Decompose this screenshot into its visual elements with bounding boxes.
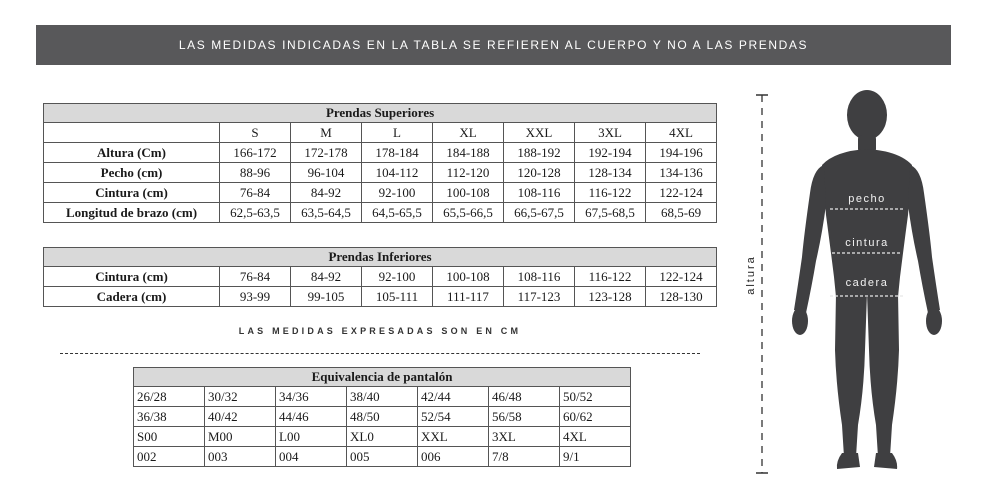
table-cell: 60/62 [560,407,631,427]
table-cell: 128-130 [646,287,717,307]
table-cell: 52/54 [418,407,489,427]
size-header: XXL [504,123,575,143]
table-cell: 122-124 [646,267,717,287]
row-label: Cintura (cm) [44,183,220,203]
table-cell: 116-122 [575,183,646,203]
table-cell: 84-92 [291,267,362,287]
body-measurement-figure [740,85,990,485]
size-header: XL [433,123,504,143]
table-cell: 92-100 [362,267,433,287]
table-cell: 50/52 [560,387,631,407]
table-cell: L00 [276,427,347,447]
table-cell: 005 [347,447,418,467]
table-cell: 92-100 [362,183,433,203]
table-cell: 108-116 [504,267,575,287]
size-header: L [362,123,433,143]
table-cell: 116-122 [575,267,646,287]
table-cell: 34/36 [276,387,347,407]
lower-garments-table [43,247,717,307]
table-row [44,203,717,223]
table-cell: 65,5-66,5 [433,203,504,223]
table-row [134,407,631,427]
table-cell: 123-128 [575,287,646,307]
dashed-divider [60,353,700,354]
table-cell: 7/8 [489,447,560,467]
header-cell-empty [44,123,220,143]
table-cell: 172-178 [291,143,362,163]
row-label: Pecho (cm) [44,163,220,183]
table-cell: 3XL [489,427,560,447]
size-header: M [291,123,362,143]
table-cell: 88-96 [220,163,291,183]
table-cell: 178-184 [362,143,433,163]
table-cell: 9/1 [560,447,631,467]
table-cell: 111-117 [433,287,504,307]
units-note: LAS MEDIDAS EXPRESADAS SON EN CM [238,326,522,336]
table-cell: S00 [134,427,205,447]
row-label: Cintura (cm) [44,267,220,287]
table-cell: XXL [418,427,489,447]
table-cell: 66,5-67,5 [504,203,575,223]
upper-garments-table [43,103,717,223]
table-row [44,287,717,307]
table-cell: 188-192 [504,143,575,163]
table-cell: 26/28 [134,387,205,407]
table-cell: 120-128 [504,163,575,183]
table-cell: 84-92 [291,183,362,203]
table-cell: 99-105 [291,287,362,307]
row-label: Cadera (cm) [44,287,220,307]
table-title: Prendas Superiores [44,104,717,123]
table-cell: 134-136 [646,163,717,183]
table-cell: 56/58 [489,407,560,427]
table-cell: 44/46 [276,407,347,427]
table-cell: 100-108 [433,267,504,287]
chest-label: pecho [848,193,886,205]
table-cell: 68,5-69 [646,203,717,223]
size-header: S [220,123,291,143]
table-cell: 63,5-64,5 [291,203,362,223]
table-cell: XL0 [347,427,418,447]
table-cell: 30/32 [205,387,276,407]
table-cell: 192-194 [575,143,646,163]
table-cell: 76-84 [220,183,291,203]
table-cell: 184-188 [433,143,504,163]
table-row [134,427,631,447]
table-title: Equivalencia de pantalón [134,368,631,387]
header-banner: LAS MEDIDAS INDICADAS EN LA TABLA SE REFIEREN AL CUERPO Y NO A LAS PRENDAS [36,25,951,65]
table-cell: 108-116 [504,183,575,203]
table-cell: 166-172 [220,143,291,163]
table-cell: 128-134 [575,163,646,183]
table-cell: 46/48 [489,387,560,407]
table-row [134,387,631,407]
table-cell: 67,5-68,5 [575,203,646,223]
table-row [134,447,631,467]
table-cell: 40/42 [205,407,276,427]
table-cell: 006 [418,447,489,467]
size-header: 4XL [646,123,717,143]
table-cell: 104-112 [362,163,433,183]
table-cell: 122-124 [646,183,717,203]
waist-label: cintura [845,237,889,249]
table-cell: 194-196 [646,143,717,163]
size-header: 3XL [575,123,646,143]
table-row [44,267,717,287]
table-cell: 42/44 [418,387,489,407]
table-cell: 004 [276,447,347,467]
table-cell: 96-104 [291,163,362,183]
row-label: Longitud de brazo (cm) [44,203,220,223]
hip-label: cadera [845,277,889,289]
table-row [44,183,717,203]
table-title: Prendas Inferiores [44,248,717,267]
table-cell: 112-120 [433,163,504,183]
table-cell: 100-108 [433,183,504,203]
table-row [44,143,717,163]
table-cell: 48/50 [347,407,418,427]
table-cell: 62,5-63,5 [220,203,291,223]
table-row [44,163,717,183]
table-cell: 36/38 [134,407,205,427]
table-cell: 003 [205,447,276,467]
table-cell: 64,5-65,5 [362,203,433,223]
table-cell: 117-123 [504,287,575,307]
table-cell: 38/40 [347,387,418,407]
table-cell: 93-99 [220,287,291,307]
height-label: altura [745,255,757,295]
table-cell: 4XL [560,427,631,447]
table-cell: 76-84 [220,267,291,287]
table-cell: M00 [205,427,276,447]
size-header-row [44,123,717,143]
trouser-equivalence-table [133,367,631,467]
row-label: Altura (Cm) [44,143,220,163]
table-cell: 105-111 [362,287,433,307]
table-cell: 002 [134,447,205,467]
